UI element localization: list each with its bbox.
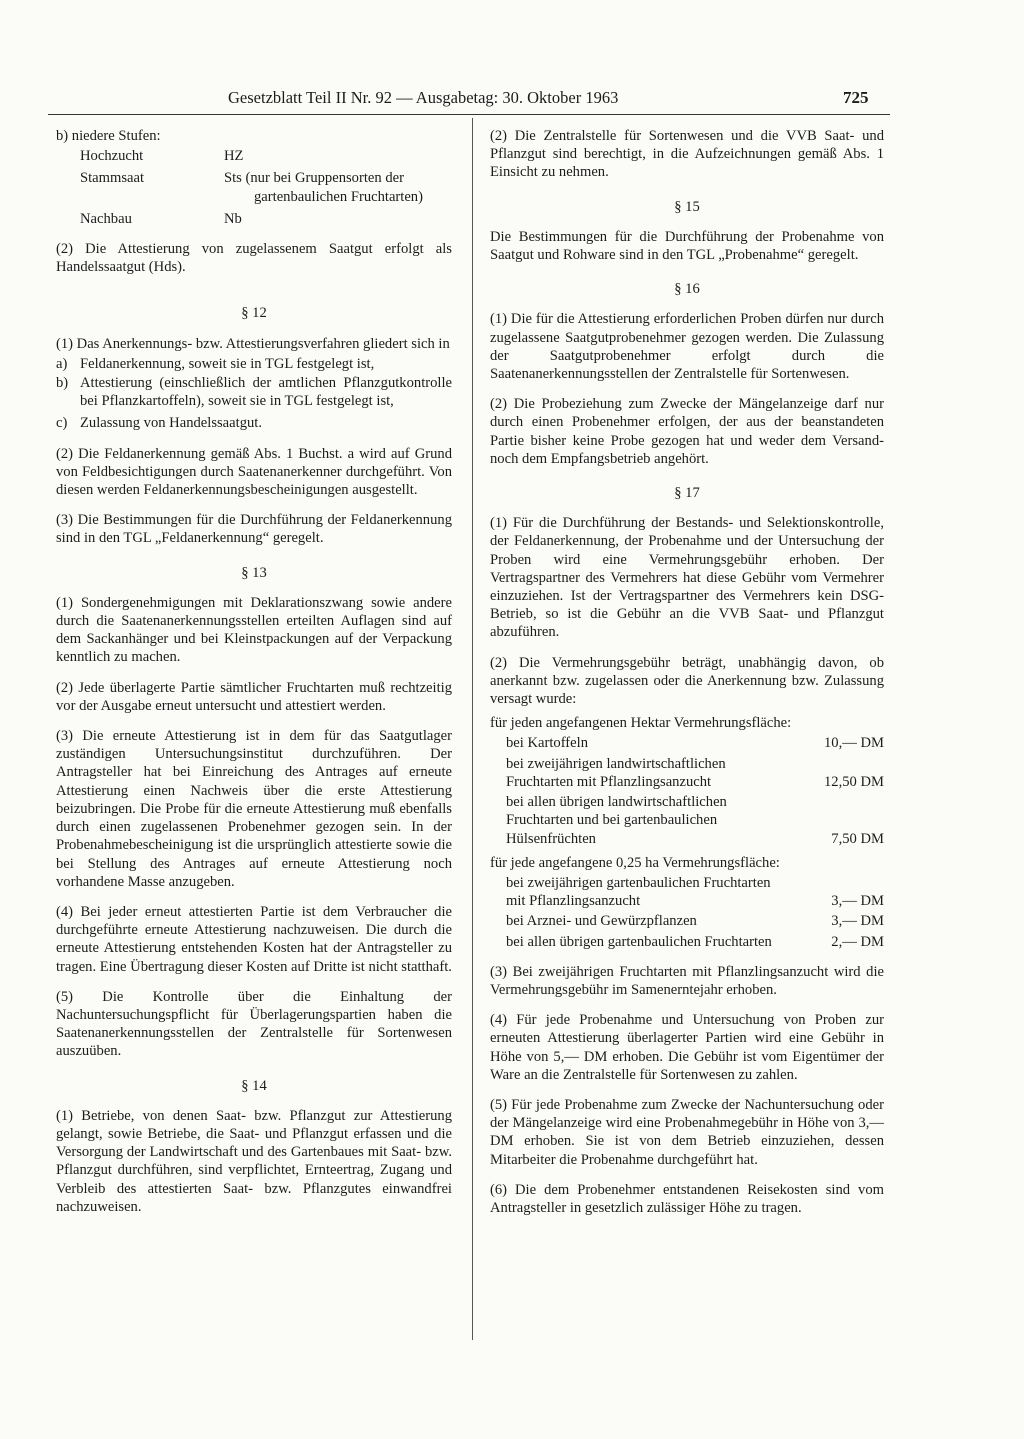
- fee-desc: bei allen übrigen landwirtschaftlichen Fruchtarten und bei gartenbaulichen Hülsenfrüchten: [506, 794, 727, 847]
- column-divider: [472, 118, 473, 1340]
- stufen-table: [56, 147, 452, 228]
- paragraph: (1) Für die Durchführung der Bestands- und Selektionskontrolle, der Feldanerkennung, der Probenahme und der Untersuchung der Proben wird eine Vermehrungsgebühr erhoben. Der Vertragspartner des Vermehrers hat diese Gebühr vom Vermehrer einzuziehen. Ist der Vertragspartner des Vermehrers kein DSG-Betrieb, so ist die Gebühr an die VVB Saat- und Pflanzgut abzuführen.: [490, 515, 884, 641]
- paragraph: (1) Die für die Attestierung erforderlichen Proben dürfen nur durch zugelassene Saatgutprobenehmer gezogen werden. Die Zulassung der Saatgutprobenehmer erfolgt durch die Saatenanerkennungsstellen der Zentralstelle für Sortenwesen.: [490, 311, 884, 383]
- paragraph: (1) Das Anerkennungs- bzw. Attestierungsverfahren gliedert sich in: [56, 335, 450, 352]
- fee-row: [490, 755, 884, 791]
- fee-heading: für jeden angefangenen Hektar Vermehrungsfläche:: [490, 715, 792, 732]
- fee-desc: bei zweijährigen landwirtschaftlichen Fruchtarten mit Pflanzlingsanzucht: [506, 755, 726, 790]
- list-text: Zulassung von Handelssaatgut.: [80, 415, 262, 432]
- section-heading: § 13: [241, 564, 267, 581]
- stufen-row: [80, 210, 452, 228]
- fee-amount: 10,— DM: [824, 735, 884, 752]
- fee-amount: 3,— DM: [831, 893, 884, 910]
- fee-amount: 3,— DM: [831, 913, 884, 930]
- fee-row: [490, 874, 884, 910]
- fee-row: [490, 912, 884, 930]
- fee-row: [490, 734, 884, 752]
- list-item: [56, 355, 452, 373]
- stufen-name: Stammsaat: [80, 170, 145, 187]
- section-heading: § 16: [674, 281, 700, 298]
- paragraph: (4) Für jede Probenahme und Untersuchung von Proben zur erneuten Attestierung überlagerter Partien wird eine Gebühr in Höhe von 5,— DM erhoben. Die Gebühr ist vom Eigentümer der Ware an die Zentralstelle für Sortenwesen zu zahlen.: [490, 1012, 884, 1083]
- stufen-abbr: Sts (nur bei Gruppensorten der gartenbaulichen Fruchtarten): [224, 170, 423, 205]
- paragraph: (2) Jede überlagerte Partie sämtlicher Fruchtarten muß rechtzeitig vor der Ausgabe erneut untersucht und attestiert werden.: [56, 679, 452, 714]
- paragraph: (3) Bei zweijährigen Fruchtarten mit Pflanzlingsanzucht wird die Vermehrungsgebühr im Samenerntejahr erhoben.: [490, 963, 884, 998]
- list-item: [56, 374, 452, 410]
- paragraph: (3) Die Bestimmungen für die Durchführung der Feldanerkennung sind in den TGL „Feldanerkennung“ geregelt.: [56, 512, 452, 547]
- stufen-row: [80, 147, 452, 165]
- list-text: Attestierung (einschließlich der amtlichen Pflanzgutkontrolle bei Pflanzkartoffeln), soweit sie in TGL festgelegt ist,: [80, 375, 452, 410]
- stufen-heading: b) niedere Stufen:: [56, 128, 161, 144]
- fee-amount: 2,— DM: [831, 933, 884, 950]
- fee-desc: bei Kartoffeln: [506, 735, 588, 752]
- stufen-abbr: HZ: [224, 148, 244, 165]
- list-marker: b): [56, 375, 69, 392]
- section-heading: § 15: [674, 198, 700, 215]
- page-number: 725: [843, 88, 869, 107]
- section-heading: § 17: [674, 485, 700, 502]
- fee-row: [490, 793, 884, 848]
- list-item: [56, 414, 452, 432]
- list-marker: a): [56, 355, 68, 372]
- page-header-title: Gesetzblatt Teil II Nr. 92 — Ausgabetag: 30. Oktober 1963: [228, 88, 619, 107]
- paragraph: (4) Bei jeder erneut attestierten Partie ist dem Verbraucher die durchgeführte erneute Attestierung nachzuweisen. Die durch die erneute Attestierung entstehenden Kosten hat der Antragsteller zu tragen. Eine Übertragung dieser Kosten auf Dritte ist nicht statthaft.: [56, 903, 452, 975]
- paragraph: (2) Die Probeziehung zum Zwecke der Mängelanzeige darf nur durch einen Probenehmer erfolgen, der aus der beanstandeten Partie bisher keine Probe gezogen hat und weder dem Versand- noch dem Empfangsbetrieb angehört.: [490, 396, 884, 467]
- fee-amount: 12,50 DM: [824, 773, 884, 790]
- paragraph: (2) Die Feldanerkennung gemäß Abs. 1 Buchst. a wird auf Grund von Feldbesichtigungen durch Saatenanerkenner durchgeführt. Von diesen werden Feldanerkennungsbescheinigungen ausgestellt.: [56, 445, 452, 499]
- section-heading: § 14: [241, 1077, 267, 1094]
- fee-amount: 7,50 DM: [831, 830, 884, 847]
- paragraph: (2) Die Attestierung von zugelassenem Saatgut erfolgt als Handelssaatgut (Hds).: [56, 241, 452, 276]
- list-marker: c): [56, 415, 68, 432]
- stufen-row: [80, 169, 452, 205]
- stufen-name: Hochzucht: [80, 148, 144, 165]
- fee-desc: bei allen übrigen gartenbaulichen Fruchtarten: [506, 933, 772, 950]
- paragraph: (6) Die dem Probenehmer entstandenen Reisekosten sind vom Antragsteller in gesetzlich zulässiger Höhe zu tragen.: [490, 1181, 884, 1216]
- paragraph: (1) Sondergenehmigungen mit Deklarationszwang sowie andere durch die Saatenanerkennungsstellen erteilten Auflagen sind auf dem Sackanhänger und bei Kleinstpackungen auf der Verpackung kenntlich zu machen.: [56, 594, 452, 666]
- paragraph: (3) Die erneute Attestierung ist in dem für das Saatgutlager zuständigen Untersuchungsinstitut durchzuführen. Der Antragsteller hat bei Einreichung des Antrages auf erneute Attestierung einen Nachweis über die erste Attestierung beizubringen. Die Probe für die erneute Attestierung muß ebenfalls durch einen zugelassenen Probenehmer gezogen sein. In der Probenahmebescheinigung ist die ursprünglich attestierte sowie die bei Stellung des Antrages auf erneute Attestierung noch vorhandene Masse anzugeben.: [56, 728, 452, 890]
- fee-row: [490, 933, 884, 951]
- paragraph: Die Bestimmungen für die Durchführung der Probenahme von Saatgut und Rohware sind in den TGL „Probenahme“ geregelt.: [490, 228, 884, 264]
- right-column: [490, 127, 884, 1229]
- left-column: [56, 127, 452, 1228]
- paragraph: (2) Die Vermehrungsgebühr beträgt, unabhängig davon, ob anerkannt bzw. zugelassen oder die Anerkennung bzw. Zulassung versagt wurde:: [490, 654, 884, 708]
- paragraph: (5) Die Kontrolle über die Einhaltung der Nachuntersuchungspflicht für Überlagerungspartien haben die Saatenanerkennungsstellen der Zentralstelle für Sortenwesen auszuüben.: [56, 988, 452, 1060]
- fee-desc: bei zweijährigen gartenbaulichen Fruchtarten mit Pflanzlingsanzucht: [506, 874, 771, 910]
- fee-desc: bei Arznei- und Gewürzpflanzen: [506, 913, 697, 930]
- stufen-abbr: Nb: [224, 210, 242, 227]
- paragraph: (2) Die Zentralstelle für Sortenwesen und die VVB Saat- und Pflanzgut sind berechtigt, in die Aufzeichnungen gemäß Abs. 1 Einsicht zu nehmen.: [490, 128, 884, 181]
- list-text: Feldanerkennung, soweit sie in TGL festgelegt ist,: [80, 355, 375, 372]
- fee-heading: für jede angefangene 0,25 ha Vermehrungsfläche:: [490, 854, 780, 871]
- paragraph: (1) Betriebe, von denen Saat- bzw. Pflanzgut zur Attestierung gelangt, sowie Betriebe, die Saat- und Pflanzgut erfassen und die Versorgung der Landwirtschaft und des Gartenbaues mit Saat- bzw. Pflanzgut durchführen, sind verpflichtet, Ernteertrag, Zugang und Verbleib des attestierten Saat- bzw. Pflanzgutes einwandfrei nachzuweisen.: [56, 1107, 452, 1215]
- header-rule: [48, 114, 890, 115]
- paragraph: (5) Für jede Probenahme zum Zwecke der Nachuntersuchung oder der Mängelanzeige wird eine Probenahmegebühr in Höhe von 3,— DM erhoben. Sie ist von dem Betrieb einzuziehen, dessen Mitarbeiter die Probenahme durchgeführt hat.: [490, 1096, 884, 1168]
- stufen-name: Nachbau: [80, 210, 132, 227]
- section-heading: § 12: [241, 305, 267, 322]
